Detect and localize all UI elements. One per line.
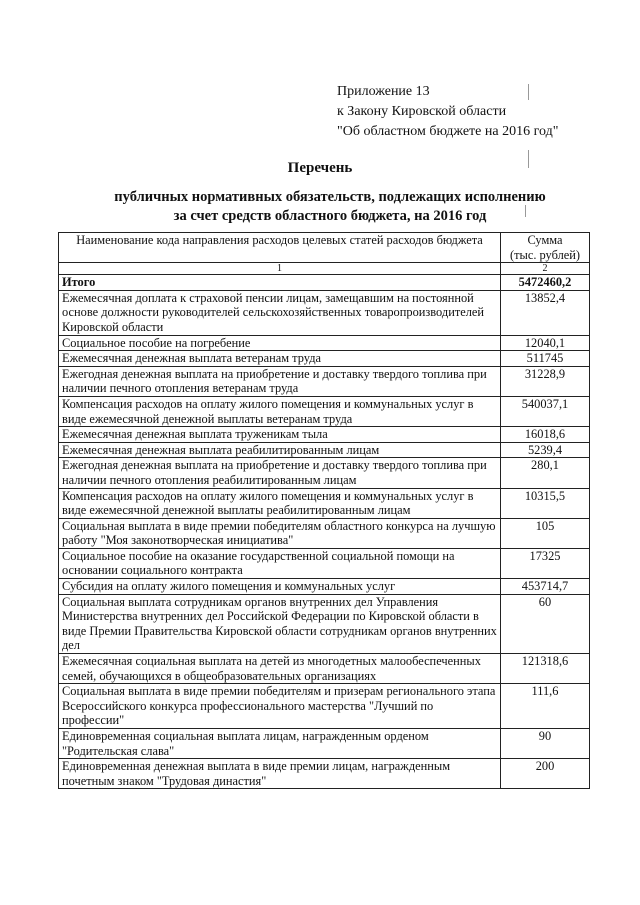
table-row [59, 729, 590, 759]
column-index-row [59, 263, 590, 275]
column-index-2: 2 [501, 263, 590, 275]
header-name-cell [59, 233, 501, 263]
row-name: Социальная выплата в виде премии победителям и призерам регионального этапа Всероссийского конкурса профессионального мастерства "Лучший по профессии" [59, 684, 501, 729]
row-value: 10315,5 [501, 488, 590, 518]
table-row [59, 594, 590, 653]
scan-mark [528, 84, 529, 100]
total-label: Итого [59, 275, 501, 291]
row-name: Единовременная социальная выплата лицам, награжденным орденом "Родительская слава" [59, 729, 501, 759]
row-value: 105 [501, 518, 590, 548]
row-name: Ежегодная денежная выплата на приобретение и доставку твердого топлива при наличии печного отопления ветеранам труда [59, 366, 501, 396]
total-value: 5472460,2 [501, 275, 590, 291]
title-line-2: публичных нормативных обязательств, подлежащих исполнению [114, 189, 546, 205]
row-value: 31228,9 [501, 366, 590, 396]
table-row [59, 548, 590, 578]
row-value: 60 [501, 594, 590, 653]
row-name: Компенсация расходов на оплату жилого помещения и коммунальных услуг в виде ежемесячной денежной выплаты ветеранам труда [59, 396, 501, 426]
header-sum-cell [501, 233, 590, 263]
row-value: 16018,6 [501, 427, 590, 443]
table-row [59, 579, 590, 595]
row-value: 5239,4 [501, 442, 590, 458]
table-row [59, 518, 590, 548]
row-name: Социальная выплата в виде премии победителям областного конкурса на лучшую работу "Моя законотворческая инициатива" [59, 518, 501, 548]
row-name: Ежегодная денежная выплата на приобретение и доставку твердого топлива при наличии печного отопления реабилитированным лицам [59, 458, 501, 488]
row-value: 90 [501, 729, 590, 759]
row-value: 12040,1 [501, 335, 590, 351]
row-name: Ежемесячная денежная выплата труженикам тыла [59, 427, 501, 443]
row-value: 111,6 [501, 684, 590, 729]
table-row [59, 654, 590, 684]
row-name: Социальная выплата сотрудникам органов внутренних дел Управления Министерства внутренних дел Российской Федерации по Кировской области в виде Премии Правительства Кировской области сотрудникам органов внутренних дел [59, 594, 501, 653]
table-row [59, 458, 590, 488]
row-value: 17325 [501, 548, 590, 578]
appendix-law-title: "Об областном бюджете на 2016 год" [337, 124, 559, 139]
row-name: Ежемесячная доплата к страховой пенсии лицам, замещавшим на постоянной основе должности руководителей сельскохозяйственных товаропроизводителей Кировской области [59, 290, 501, 335]
table-row [59, 427, 590, 443]
appendix-law: к Закону Кировской области [337, 104, 507, 119]
row-name: Ежемесячная денежная выплата ветеранам труда [59, 351, 501, 367]
table-row [59, 396, 590, 426]
row-name: Социальное пособие на оказание государственной социальной помощи на основании социального контракта [59, 548, 501, 578]
table-row [59, 684, 590, 729]
header-sum-unit: (тыс. рублей) [509, 247, 581, 262]
column-index-1: 1 [59, 263, 501, 275]
table-row [59, 290, 590, 335]
table-header-row [59, 233, 590, 263]
table-row [59, 366, 590, 396]
row-value: 13852,4 [501, 290, 590, 335]
title-line-3: за счет средств областного бюджета, на 2016 год [173, 208, 487, 224]
row-value: 121318,6 [501, 654, 590, 684]
table-row [59, 442, 590, 458]
appendix-number: Приложение 13 [337, 84, 430, 99]
row-name: Субсидия на оплату жилого помещения и коммунальных услуг [59, 579, 501, 595]
row-value: 540037,1 [501, 396, 590, 426]
table-row [59, 759, 590, 789]
row-value: 511745 [501, 351, 590, 367]
header-sum: Сумма [527, 233, 563, 247]
row-value: 200 [501, 759, 590, 789]
row-name: Ежемесячная денежная выплата реабилитированным лицам [59, 442, 501, 458]
row-name: Социальное пособие на погребение [59, 335, 501, 351]
row-name: Ежемесячная социальная выплата на детей из многодетных малообеспеченных семей, обучающихся в общеобразовательных организациях [59, 654, 501, 684]
row-name: Единовременная денежная выплата в виде премии лицам, награжденным почетным знаком "Трудовая династия" [59, 759, 501, 789]
table-row [59, 488, 590, 518]
table-row [59, 335, 590, 351]
total-row [59, 275, 590, 291]
row-value: 453714,7 [501, 579, 590, 595]
obligations-table [58, 232, 590, 789]
header-name: Наименование кода направления расходов целевых статей расходов бюджета [76, 233, 483, 247]
document-title [0, 158, 640, 226]
title-line-1: Перечень [287, 160, 353, 176]
table-row [59, 351, 590, 367]
appendix-header [337, 82, 558, 142]
row-value: 280,1 [501, 458, 590, 488]
row-name: Компенсация расходов на оплату жилого помещения и коммунальных услуг в виде ежемесячной денежной выплаты реабилитированным лицам [59, 488, 501, 518]
